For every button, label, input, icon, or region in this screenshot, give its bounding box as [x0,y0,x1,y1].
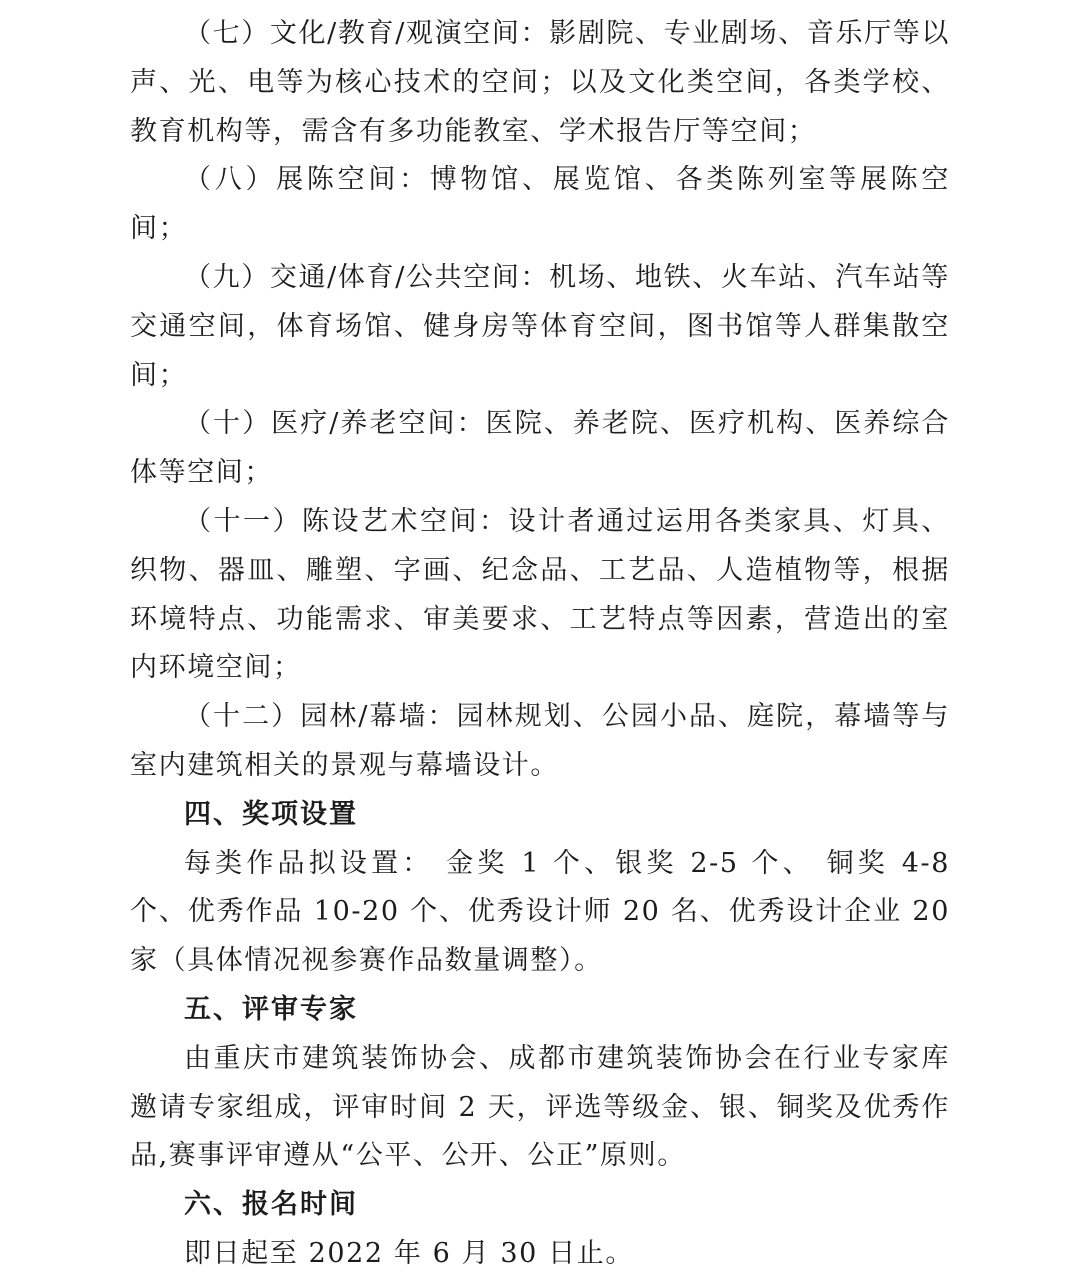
paragraph-decorative-art-space: （十一）陈设艺术空间：设计者通过运用各类家具、灯具、织物、器皿、雕塑、字画、纪念品、工艺品、人造植物等，根据环境特点、功能需求、审美要求、工艺特点等因素，营造出的室内环境空间； [130,505,950,684]
paragraph-medical-elderly-space: （十）医疗/养老空间：医院、养老院、医疗机构、医养综合体等空间； [130,408,950,489]
paragraph-registration: 即日起至 2022 年 6 月 30 日止。 [184,1237,634,1269]
section-heading-experts: 五、评审专家 [184,993,358,1025]
paragraph-culture-education-space: （七）文化/教育/观演空间：影剧院、专业剧场、音乐厅等以声、光、电等为核心技术的空间；以及文化类空间，各类学校、教育机构等，需含有多功能教室、学术报告厅等空间； [130,18,950,147]
paragraph-garden-curtain-wall: （十二）园林/幕墙：园林规划、公园小品、庭院，幕墙等与室内建筑相关的景观与幕墙设计。 [130,701,950,781]
paragraph-experts: 由重庆市建筑装饰协会、成都市建筑装饰协会在行业专家库邀请专家组成，评审时间 2 天，评选等级金、银、铜奖及优秀作品,赛事评审遵从“公平、公开、公正”原则。 [130,1042,950,1172]
paragraph-awards: 每类作品拟设置： 金奖 1 个、银奖 2-5 个、 铜奖 4-8 个、优秀作品 10-20 个、优秀设计师 20 名、优秀设计企业 20 家（具体情况视参赛作品数量调整）。 [130,847,950,977]
section-heading-registration: 六、报名时间 [184,1189,358,1221]
document-page [130,10,950,1279]
section-heading-awards: 四、奖项设置 [184,798,358,830]
paragraph-exhibition-space: （八）展陈空间：博物馆、展览馆、各类陈列室等展陈空间； [130,164,950,245]
paragraph-transport-sports-public-space: （九）交通/体育/公共空间：机场、地铁、火车站、汽车站等交通空间，体育场馆、健身房等体育空间，图书馆等人群集散空间； [130,261,950,391]
